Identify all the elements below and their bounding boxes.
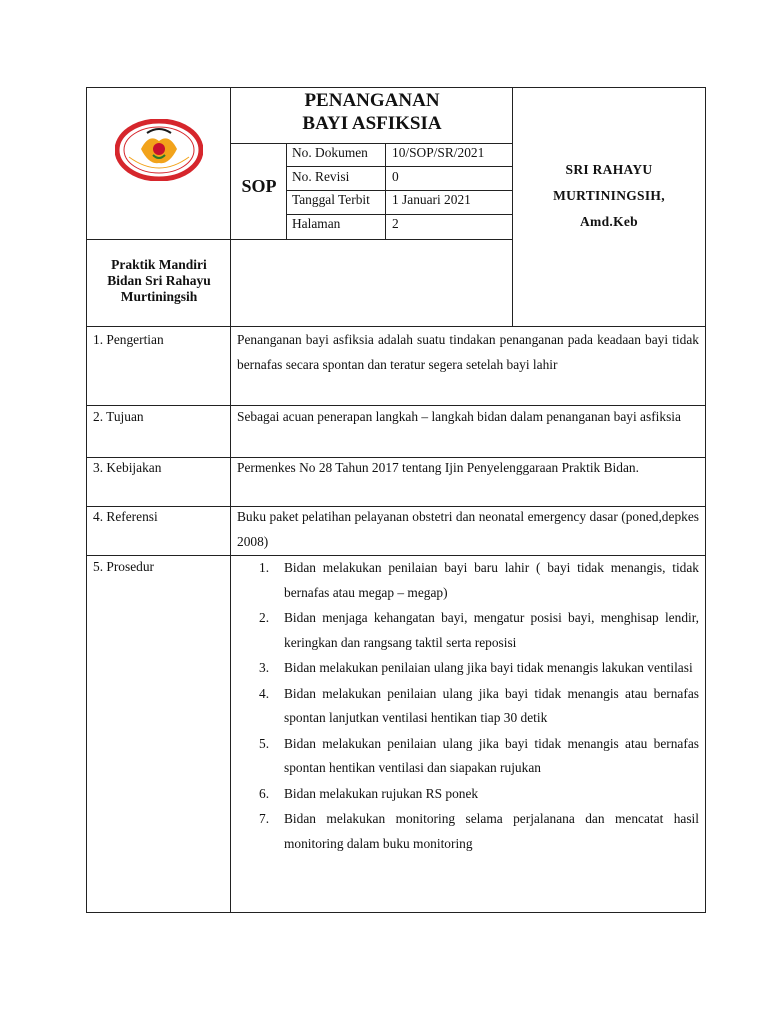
divider	[86, 239, 512, 240]
step-text: Bidan melakukan rujukan RS ponek	[284, 785, 479, 801]
doc-number-value: 10/SOP/SR/2021	[392, 145, 485, 160]
step-number: 5.	[259, 735, 270, 751]
section-label-kebijakan: 3. Kebijakan	[93, 460, 162, 475]
page-value: 2	[392, 216, 399, 231]
step-text: Bidan melakukan monitoring selama perjalanana dan mencatat hasil monitoring dalam buku monitoring	[284, 811, 699, 851]
section-text-referensi: Buku paket pelatihan pelayanan obstetri dan neonatal emergency dasar (poned,depkes 2008)	[237, 509, 699, 549]
page-label: Halaman	[292, 216, 341, 231]
step-text: Bidan menjaga kehangatan bayi, mengatur posisi bayi, menghisap lendir, keringkan dan rangsang taktil serta reposisi	[284, 610, 699, 650]
document-title	[232, 88, 512, 135]
section-label-prosedur: 5. Prosedur	[93, 559, 154, 574]
revision-label: No. Revisi	[292, 169, 350, 184]
list-item	[237, 807, 699, 856]
divider	[385, 143, 386, 239]
issue-date-label: Tanggal Terbit	[292, 192, 370, 207]
section-text-pengertian: Penanganan bayi asfiksia adalah suatu tindakan penanganan pada keadaan bayi tidak bernafas secara spontan dan teratur segera setelah bayi lahir	[237, 332, 699, 372]
divider	[230, 87, 231, 913]
step-number: 3.	[259, 660, 270, 675]
step-text: Bidan melakukan penilaian ulang jika bayi tidak menangis lakukan ventilasi	[284, 660, 693, 675]
list-item	[237, 656, 699, 681]
divider	[286, 190, 512, 191]
step-text: Bidan melakukan penilaian bayi baru lahir ( bayi tidak menangis, tidak bernafas atau megap – megap)	[284, 560, 699, 600]
title-line: BAYI ASFIKSIA	[302, 113, 442, 134]
divider	[86, 326, 706, 327]
divider	[286, 214, 512, 215]
signatory-line: MURTININGSIH,	[553, 188, 665, 203]
step-text: Bidan melakukan penilaian ulang jika bayi tidak menangis atau bernafas spontan hentikan ventilasi dan siapakan rujukan	[284, 735, 699, 775]
divider	[230, 143, 512, 144]
section-label-pengertian: 1. Pengertian	[93, 332, 164, 347]
signatory-line: Amd.Keb	[580, 214, 638, 229]
issue-date-value: 1 Januari 2021	[392, 192, 471, 207]
section-text-tujuan: Sebagai acuan penerapan langkah – langkah bidan dalam penanganan bayi asfiksia	[237, 409, 681, 424]
clinic-line: Murtiningsih	[120, 289, 198, 304]
clinic-line: Praktik Mandiri	[111, 257, 207, 272]
step-number: 6.	[259, 785, 270, 801]
list-item	[237, 682, 699, 731]
signatory-block	[512, 157, 706, 235]
step-number: 2.	[259, 610, 270, 625]
step-number: 7.	[259, 811, 270, 826]
section-label-referensi: 4. Referensi	[93, 509, 158, 524]
clinic-name	[88, 257, 230, 305]
sop-label: SOP	[241, 176, 277, 196]
step-number: 4.	[259, 685, 270, 701]
list-item	[237, 732, 699, 781]
doc-number-label: No. Dokumen	[292, 145, 368, 160]
revision-value: 0	[392, 169, 399, 184]
step-text: Bidan melakukan penilaian ulang jika bayi tidak menangis atau bernafas spontan lanjutkan ventilasi hentikan tiap 30 detik	[284, 685, 699, 725]
section-text-kebijakan: Permenkes No 28 Tahun 2017 tentang Ijin Penyelenggaraan Praktik Bidan.	[237, 460, 639, 475]
section-label-tujuan: 2. Tujuan	[93, 409, 144, 424]
signatory-line: SRI RAHAYU	[565, 162, 653, 177]
divider	[286, 166, 512, 167]
divider	[286, 143, 287, 239]
procedure-steps	[237, 556, 699, 857]
step-number: 1.	[259, 560, 270, 575]
clinic-line: Bidan Sri Rahayu	[107, 273, 211, 288]
title-line: PENANGANAN	[304, 90, 440, 111]
list-item	[237, 556, 699, 605]
list-item	[237, 606, 699, 655]
ikatan-bidan-indonesia-logo	[115, 119, 203, 181]
list-item	[237, 782, 699, 807]
